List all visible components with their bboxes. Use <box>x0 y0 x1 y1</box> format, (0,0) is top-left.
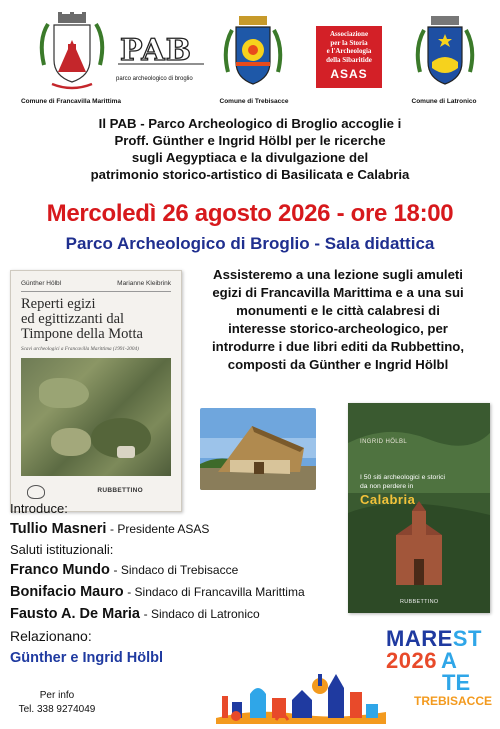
event-datetime: Mercoledì 26 agosto 2026 - ore 18:00 <box>46 200 454 227</box>
francavilla-crest-logo <box>34 10 110 90</box>
hut-photo <box>200 408 316 490</box>
marestate-logo <box>386 628 496 720</box>
asas-logo <box>316 26 382 88</box>
intro-line-1: Il PAB - Parco Archeologico di Broglio accoglie i <box>98 116 402 131</box>
book2-title-line-1: I 50 siti archeologici e storici <box>360 474 445 481</box>
book1-title <box>11 292 181 342</box>
book1-subtitle: Scavi archeologici a Francavilla Marittima (1991-2004) <box>21 346 139 352</box>
book1-author-1: Günther Hölbl <box>21 280 62 287</box>
intro-text <box>40 115 460 183</box>
book1-aerial-photo <box>21 358 171 476</box>
pab-logo <box>116 30 206 80</box>
book1-author-2: Marianne Kleibrink <box>117 280 171 287</box>
book-cover-reperti-egizi <box>10 270 182 512</box>
event-place: Parco Archeologico di Broglio - Sala didattica <box>65 234 435 253</box>
svg-text:PAB: PAB <box>120 33 193 68</box>
marestate-town: TREBISACCE <box>413 694 492 708</box>
desc-line-1: Assisteremo a una lezione sugli amuleti <box>213 267 463 282</box>
saluti-label: Saluti istituzionali: <box>10 542 114 557</box>
book2-region: Calabria <box>360 492 416 507</box>
marestate-line-1 <box>386 628 496 650</box>
intro-line-3: sugli Aegyptiaca e la divulgazione del <box>131 150 369 165</box>
marestate-year: 2026 <box>386 648 437 673</box>
marestate-st: ST <box>452 626 482 651</box>
asas-acronym: ASAS <box>330 67 368 81</box>
francavilla-label: Comune di Francavilla Marittima <box>20 98 122 105</box>
asas-line-1: Associazione <box>329 30 369 38</box>
book2-publisher: RUBBETTINO <box>400 599 439 605</box>
saluti-role-2: - Sindaco di Francavilla Marittima <box>127 585 305 599</box>
marestate-a: A <box>440 648 458 673</box>
introducer-role: - Presidente ASAS <box>110 522 210 536</box>
saluti-name-2: Bonifacio Mauro <box>10 584 124 600</box>
saluti-name-1: Franco Mundo <box>10 562 110 578</box>
introducer-name: Tullio Masneri <box>10 521 107 537</box>
latronico-crest-logo <box>412 12 478 94</box>
skyline-illustration <box>216 644 386 724</box>
saluti-row-2 <box>10 581 350 603</box>
contact-info <box>14 689 100 717</box>
relatori-label: Relazionano: <box>10 628 92 644</box>
book2-author: INGRID HÖLBL <box>360 439 408 445</box>
marestate-mare: MARE <box>386 626 453 651</box>
marestate-line-3: TE <box>442 670 471 695</box>
logo-row <box>0 0 500 112</box>
saluti-role-3: - Sindaco di Latronico <box>143 607 260 621</box>
relatori-names: Günther e Ingrid Hölbl <box>10 650 164 666</box>
marestate-line-2 <box>386 650 496 672</box>
trebisacce-crest-logo <box>220 12 286 94</box>
saluti-row-3 <box>10 603 350 625</box>
desc-line-4: interesse storico-archeologico, per <box>228 321 448 336</box>
asas-line-2: per la Storia <box>330 38 368 47</box>
book-cover-calabria <box>348 403 490 613</box>
info-label: Per info <box>39 690 75 701</box>
saluti-name-3: Fausto A. De Maria <box>10 606 140 622</box>
info-phone: Tel. 338 9274049 <box>18 704 96 715</box>
introduce-label: Introduce: <box>10 501 68 516</box>
book1-publisher: RUBBETTINO <box>97 487 143 494</box>
asas-line-4: della Sibaritide <box>326 55 372 64</box>
intro-line-2: Proff. Günther e Ingrid Hölbl per le ricerche <box>114 133 386 148</box>
book1-authors <box>11 271 181 287</box>
event-description <box>184 266 492 374</box>
saluti-row-1 <box>10 559 350 581</box>
desc-line-3: monumenti e le città calabresi di <box>236 303 440 318</box>
book1-title-line-3: Timpone della Motta <box>21 326 143 342</box>
saluti-role-1: - Sindaco di Trebisacce <box>113 563 239 577</box>
desc-line-2: egizi di Francavilla Marittima e a una sui <box>212 285 464 300</box>
book2-title-line-2: da non perdere in <box>360 483 414 490</box>
book2-title <box>360 473 445 491</box>
trebisacce-label: Comune di Trebisacce <box>219 98 289 105</box>
desc-line-5: introdurre i due libri editi da Rubbettino, <box>211 339 465 354</box>
introducer-row <box>10 518 350 540</box>
book1-emblem <box>27 485 45 499</box>
desc-line-6: composti da Günther e Ingrid Hölbl <box>227 357 449 372</box>
pab-label: parco archeologico di broglio <box>116 76 193 82</box>
book1-title-line-2: ed egittizzanti dal <box>21 311 125 327</box>
intro-line-4: patrimonio storico-artistico di Basilicata e Calabria <box>90 167 410 182</box>
latronico-label: Comune di Latronico <box>411 98 477 105</box>
asas-line-3: e l'Archeologia <box>326 47 372 55</box>
book1-title-line-1: Reperti egizi <box>21 296 96 312</box>
